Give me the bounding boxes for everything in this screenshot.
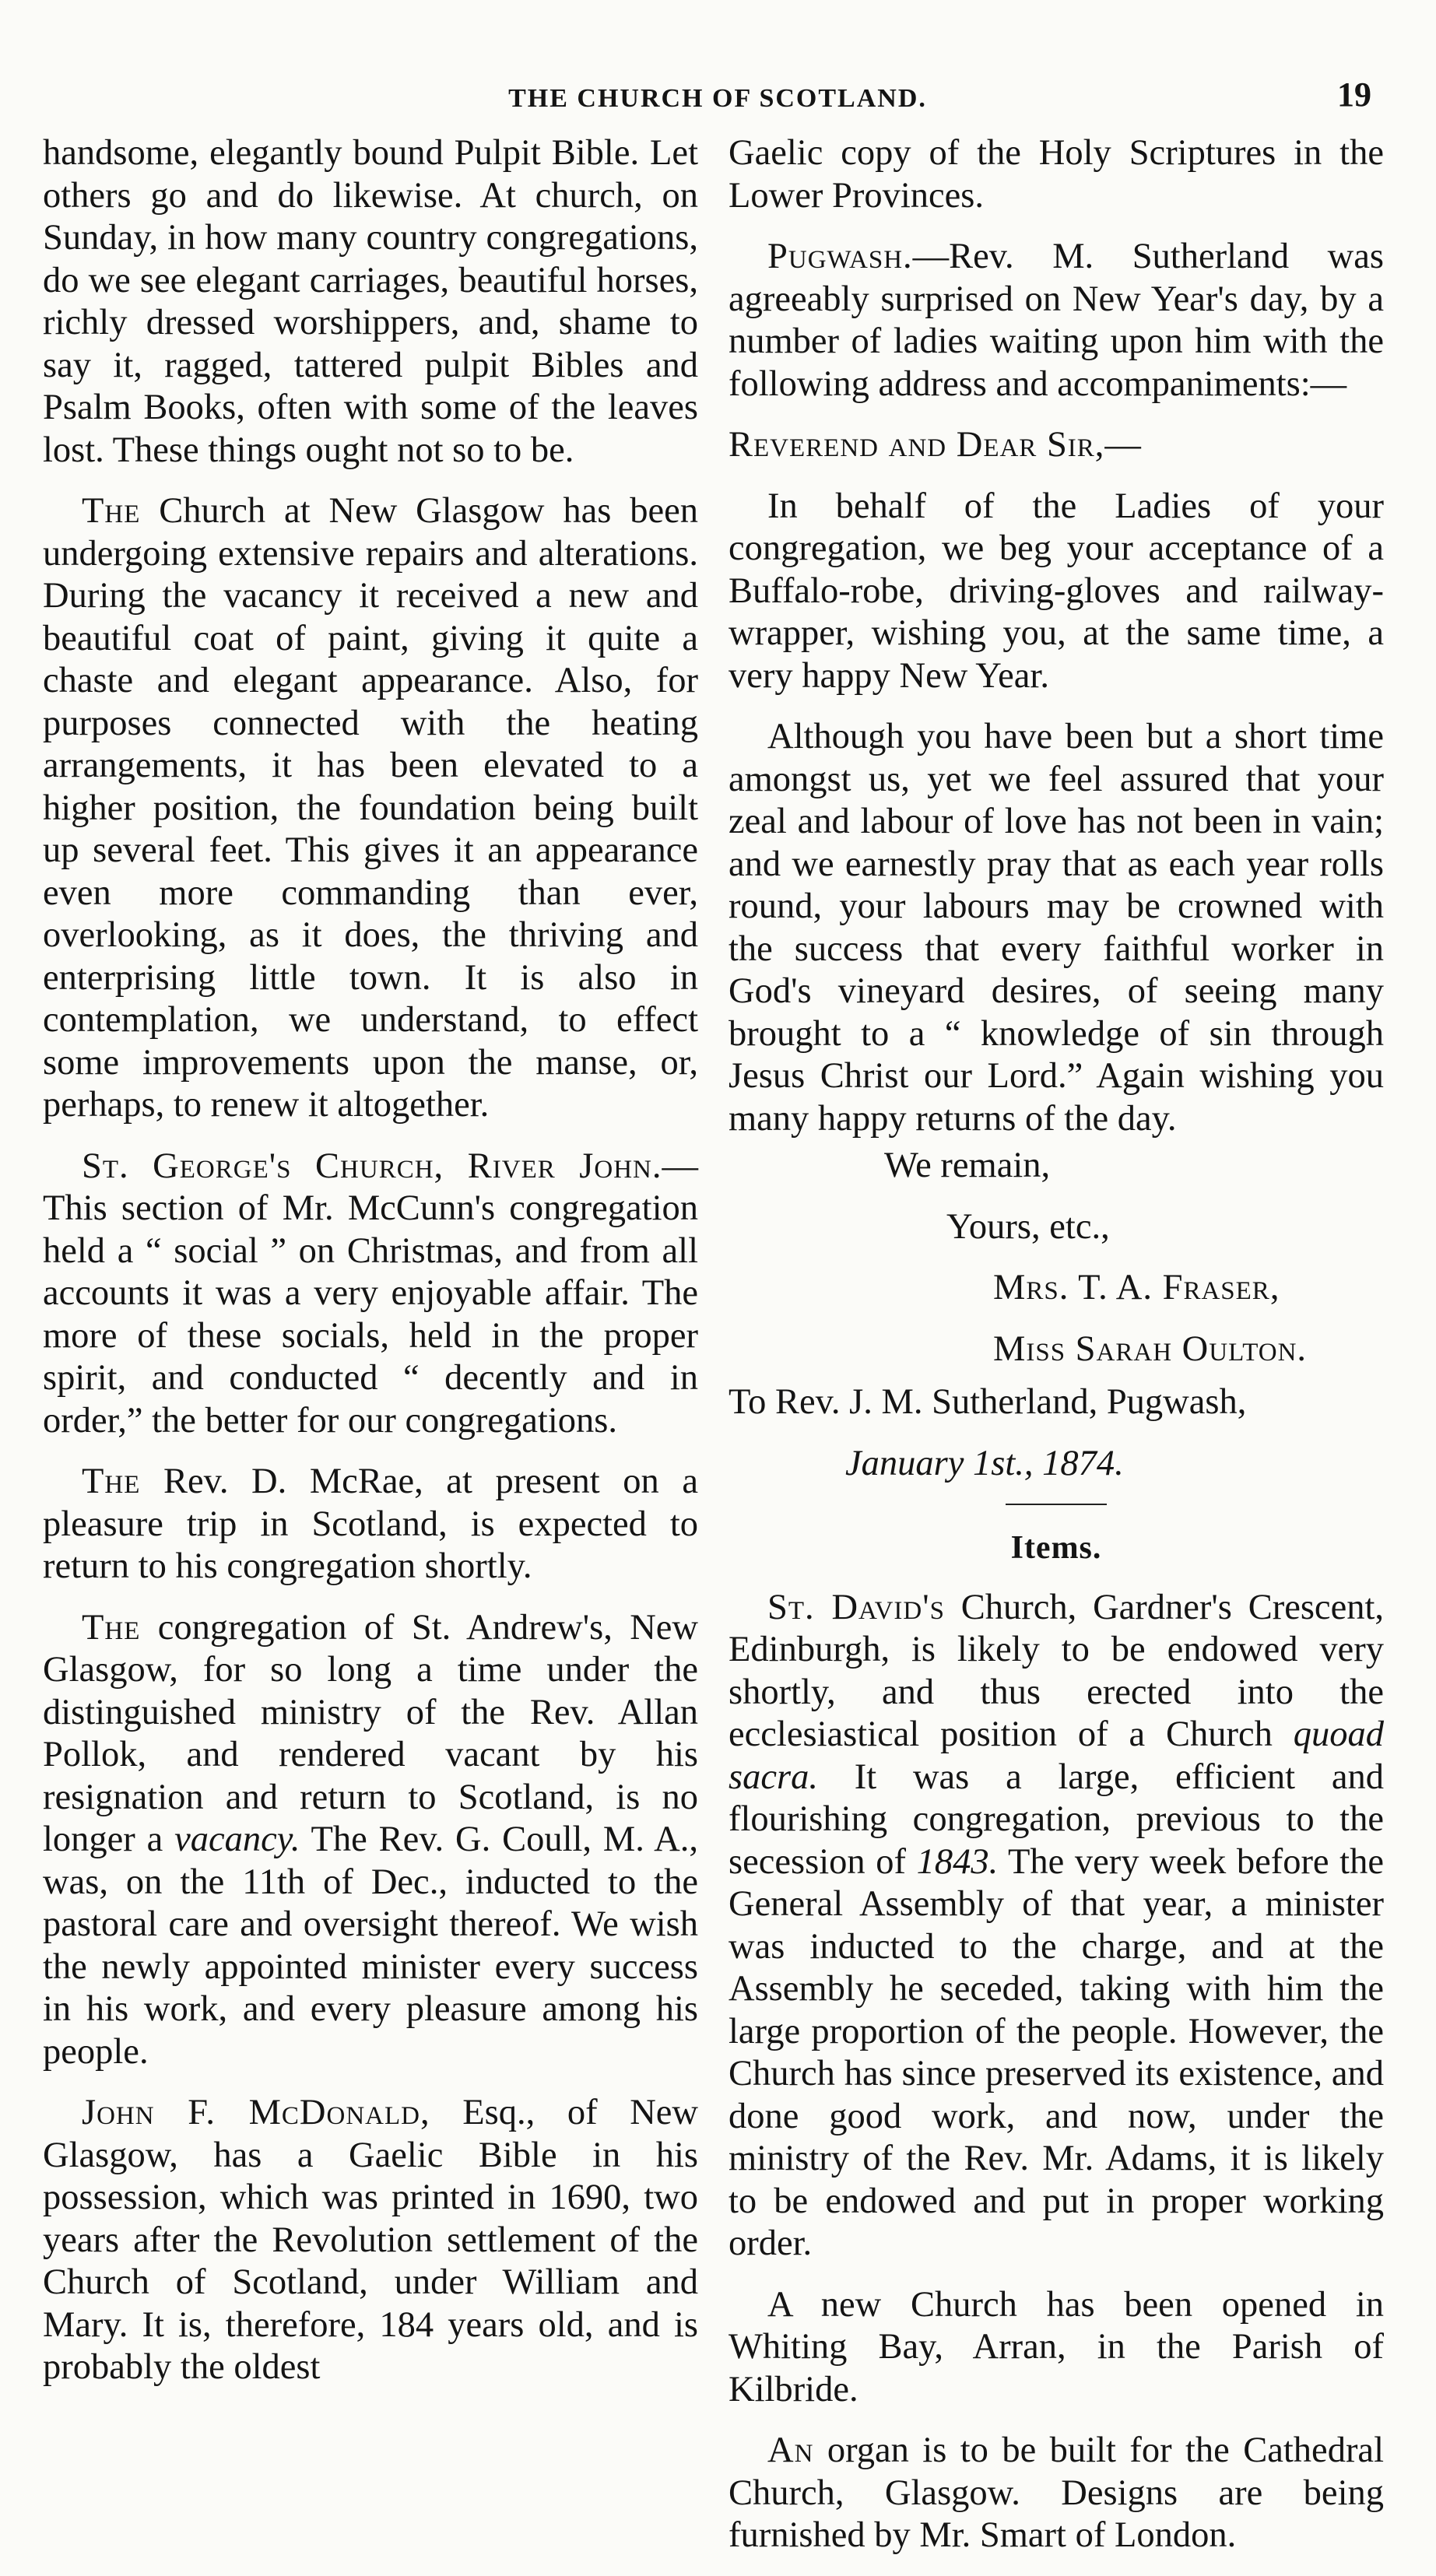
right-column <box>729 132 1384 2576</box>
paragraph-text: The Rev. G. Coull, M. A., was, on the 11th of Dec., inducted to the pastoral care and oversight thereof. We wish the newly appointed minister every success in his work, and every pleasure among his people. <box>43 1820 698 2072</box>
paragraph <box>729 1587 1384 2265</box>
paragraph-text: —This section of Mr. McCunn's congregation held a “ social ” on Christmas, and from all accounts it was a very enjoyable affair. The more of these socials, held in the proper spirit, and conducted “ decently and in order,” the better for our congregations. <box>43 1146 698 1441</box>
closing-line: Yours, etc., <box>946 1206 1110 1247</box>
paragraph <box>729 2284 1384 2412</box>
lead-in: St. George's Church, River John. <box>82 1146 662 1186</box>
paragraph <box>729 2430 1384 2557</box>
signature-line: Mrs. T. A. Fraser, <box>993 1268 1280 1307</box>
paragraph <box>43 132 698 472</box>
paragraph-text: Gaelic copy of the Holy Scriptures in the Lower Provinces. <box>729 133 1384 216</box>
paragraph <box>729 716 1384 1140</box>
paragraph <box>43 1461 698 1588</box>
paragraph-text: organ is to be built for the Cathedral Church, Glasgow. Designs are being furnished by Mr. Smart of London. <box>729 2430 1384 2555</box>
paragraph-text: Esq., of New Glasgow, has a Gaelic Bible in his possession, which was printed in 1690, two years after the Revolution settlement of the Church of Scotland, under William and Mary. It is, therefore, 184 years old, and is probably the oldest <box>43 2093 698 2387</box>
salutation: Reverend and Dear Sir,— <box>729 425 1142 465</box>
paragraph-text: —Rev. M. Sutherland was agreeably surprised on New Year's day, by a number of ladies waiting upon him with the following address and accompaniments:— <box>729 237 1384 404</box>
paragraph <box>43 1146 698 1443</box>
running-title: THE CHURCH OF SCOTLAND. <box>508 84 927 113</box>
date-line: January 1st., 1874. <box>845 1443 1124 1483</box>
paragraph-text: In behalf of the Ladies of your congregation, we beg your acceptance of a Buffalo-robe, driving-gloves and railway-wrapper, wishing you, at the same time, a very happy New Year. <box>729 486 1384 696</box>
paragraph <box>43 2092 698 2389</box>
lead-in: John F. McDonald, <box>82 2093 430 2132</box>
lead-in: The <box>82 491 141 531</box>
paragraph-text: Although you have been but a short time amongst us, yet we feel assured that your zeal and labour of love has not been in vain; and we earnestly pray that as each year rolls round, your labours may be crowned with the success that every faithful worker in God's vineyard desires, of seeing many brought to a “ knowledge of sin through Jesus Christ our Lord.” Again wishing you many happy returns of the day. <box>729 717 1384 1139</box>
paragraph-text: It was a large, efficient and flourishing congregation, previous to the secession of <box>729 1757 1384 1882</box>
paragraph-text: congregation of St. Andrew's, New Glasgow, for so long a time under the distinguished ministry of the Rev. Allan Pollok, and rendered vacant by his resignation and return to Scotland, is no longer a <box>43 1607 698 1859</box>
address-line: To Rev. J. M. Sutherland, Pugwash, <box>729 1382 1247 1422</box>
paragraph <box>43 490 698 1127</box>
paragraph-text: Rev. D. McRae, at present on a pleasure trip in Scotland, is expected to return to his congregation shortly. <box>43 1462 698 1586</box>
closing-line: We remain, <box>884 1146 1051 1185</box>
paragraph-text: Church at New Glasgow has been undergoing extensive repairs and alterations. During the vacancy it received a new and beautiful coat of paint, giving it quite a chaste and elegant appearance. Also, for purposes connected with the heating arrangements, it has been elevated to a higher position, the foundation being built up several feet. This gives it an appearance even more commanding than ever, overlooking, as it does, the thriving and enterprising little town. It is also in contemplation, we understand, to effect some improvements upon the manse, or, perhaps, to renew it altogether. <box>43 491 698 1125</box>
paragraph <box>729 132 1384 217</box>
paragraph-text: A new Church has been opened in Whiting Bay, Arran, in the Parish of Kilbride. <box>729 2284 1384 2409</box>
italic-text: 1843. <box>916 1841 999 1882</box>
signature-line: Miss Sarah Oulton. <box>993 1328 1308 1369</box>
section-divider <box>1006 1504 1107 1505</box>
paragraph <box>729 236 1384 405</box>
running-head <box>64 68 1371 115</box>
lead-in: The <box>82 1462 141 1501</box>
lead-in: The <box>82 1607 141 1648</box>
lead-in: St. David's <box>767 1587 945 1627</box>
page-number: 19 <box>1337 75 1371 114</box>
paragraph <box>43 1607 698 2074</box>
italic-text: quoad sacra. <box>729 1714 1384 1797</box>
lead-in: An <box>767 2430 814 2470</box>
paragraph-text: Church, Gardner's Crescent, Edinburgh, is likely to be endowed very shortly, and thus erected into the ecclesiastical position of a Church <box>729 1587 1384 1754</box>
left-column <box>43 132 698 2408</box>
paragraph-text: handsome, elegantly bound Pulpit Bible. Let others go and do likewise. At church, on Sunday, in how many country congregations, do we see elegant carriages, beautiful horses, richly dressed worshippers, and, shame to say it, ragged, tattered pulpit Bibles and Psalm Books, often with some of the leaves lost. These things ought not so to be. <box>43 133 698 470</box>
italic-text: vacancy. <box>174 1820 300 1859</box>
lead-in: Pugwash. <box>767 237 913 276</box>
paragraph <box>729 486 1384 698</box>
section-heading: Items. <box>1010 1530 1102 1566</box>
paragraph-text: The very week before the General Assembly of that year, a minister was inducted to the charge, and at the Assembly he seceded, taking with him the large proportion of the people. However, the Church has since preserved its existence, and done good work, and now, under the ministry of the Rev. Mr. Adams, it is likely to be endowed and put in proper working order. <box>729 1841 1384 2263</box>
